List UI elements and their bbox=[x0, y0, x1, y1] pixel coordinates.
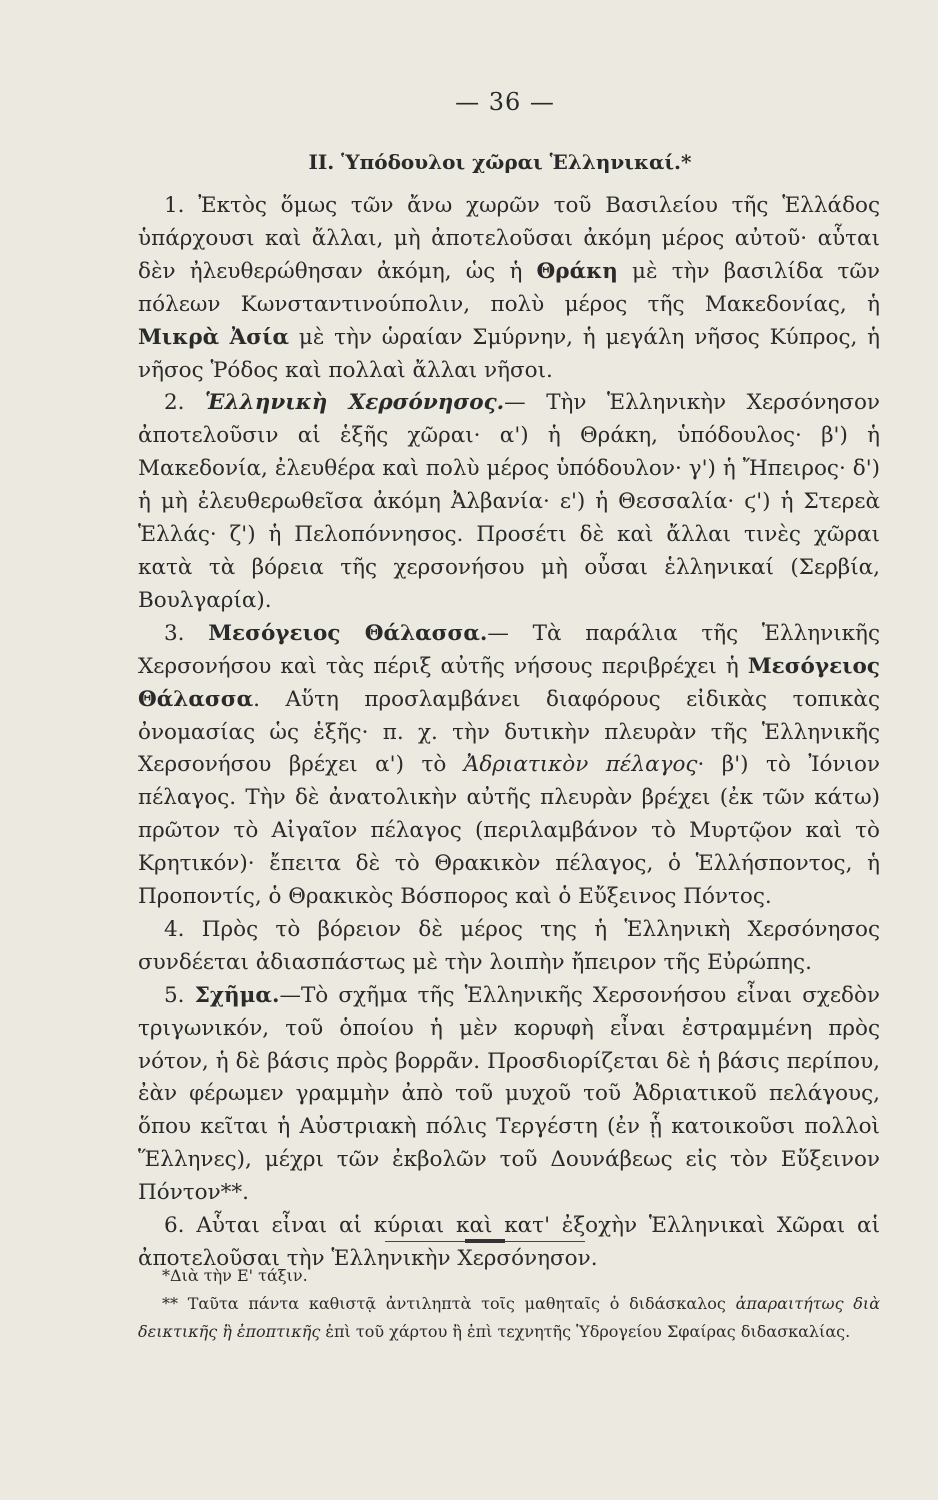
footnote-separator bbox=[385, 1237, 585, 1247]
paragraph-1 bbox=[138, 190, 880, 387]
footnote-italic: ἀπαραιτήτως διὰ δεικτικῆς ἢ ἐποπτικῆς bbox=[138, 1294, 880, 1341]
body-text bbox=[138, 190, 880, 1276]
footnote-2 bbox=[138, 1290, 880, 1346]
footnote-text: ** Ταῦτα πάντα καθιστᾷ ἀντιληπτὰ τοῖς μαθηταῖς ὁ διδάσκαλος bbox=[162, 1294, 736, 1313]
paragraph-text: 2. bbox=[164, 390, 206, 416]
footnotes bbox=[138, 1262, 880, 1346]
paragraph-text: 6. Αὗται εἶναι αἱ κύριαι καὶ κατ' ἐξοχὴν Ἑλληνικαὶ Χῶραι αἱ ἀποτελοῦσαι τὴν Ἑλληνικὴν Χερσόνησον. bbox=[138, 1213, 880, 1271]
italic-term: Ἀδριατικὸν πέλαγος bbox=[463, 752, 698, 778]
paragraph-text: — Τὰ παράλια τῆς Ἑλληνικῆς Χερσονήσου καὶ τὰς πέριξ αὐτῆς νήσους περιβρέχει ἡ bbox=[138, 620, 880, 679]
paragraph-text: — Τὴν Ἑλληνικὴν Χερσόνησον ἀποτελοῦσιν αἱ ἑξῆς χῶραι· α') ἡ Θράκη, ὑπόδουλος· β') ἡ Μακεδονία, ἐλευθέρα καὶ πολὺ μέρος ὑπόδουλον· γ') ἡ Ἤπειρος· δ') ἡ μὴ ἐλευθερωθεῖσα ἀκόμη Ἀλβανία· ε') ἡ Θεσσαλία· ϛ') ἡ Στερεὰ Ἑλλάς· ζ') ἡ Πελοπόννησος. Προσέτι δὲ καὶ ἄλλαι τινὲς χῶραι κατὰ τὰ βόρεια τῆς χερσονήσου μὴ οὖσαι ἑλληνικαί (Σερβία, Βουλγαρία). bbox=[138, 390, 880, 613]
bold-term: Ἑλληνικὴ Χερσόνησος. bbox=[205, 390, 505, 416]
paragraph-text: μὲ τὴν βασιλίδα τῶν πόλεων Κωνσταντινούπολιν, πολὺ μέρος τῆς Μακεδονίας, ἡ bbox=[138, 258, 881, 317]
bold-term: Μεσόγειος Θάλασσα. bbox=[208, 620, 488, 646]
paragraph-4 bbox=[138, 914, 880, 980]
paragraph-text: 5. bbox=[164, 982, 195, 1008]
bold-term: Μικρὰ Ἀσία bbox=[138, 324, 290, 350]
paragraph-text: 1. Ἐκτὸς ὅμως τῶν ἄνω χωρῶν τοῦ Βασιλείου τῆς Ἑλλάδος ὑπάρχουσι καὶ ἄλλαι, μὴ ἀποτελοῦσαι ἀκόμη μέρος αὐτοῦ· αὗται δὲν ἠλευθερώθησαν ἀκόμη, ὡς ἡ bbox=[138, 193, 880, 284]
bold-term: Μεσόγειος Θάλασσα bbox=[138, 653, 880, 712]
page-number: — 36 — bbox=[455, 88, 555, 116]
footnote-1: *Διὰ τὴν Ε' τάξιν. bbox=[162, 1266, 308, 1285]
footnote-text: ἐπὶ τοῦ χάρτου ἢ ἐπὶ τεχνητῆς Ὑδρογείου Σφαίρας διδασκαλίας. bbox=[320, 1322, 851, 1341]
separator-ornament bbox=[465, 1239, 505, 1243]
paragraph-2 bbox=[138, 387, 880, 617]
bold-term: Σχῆμα. bbox=[194, 982, 280, 1008]
paragraph-5 bbox=[138, 980, 880, 1210]
bold-term: Θράκη bbox=[536, 258, 618, 284]
paragraph-text: · β') τὸ Ἰόνιον πέλαγος. Τὴν δὲ ἀνατολικὴν αὐτῆς πλευρὰν βρέχει (ἐκ τῶν κάτω) πρῶτον τὸ Αἰγαῖον πέλαγος (περιλαμβάνον τὸ Μυρτῷον καὶ τὸ Κρητικόν)· ἔπειτα δὲ τὸ Θρακικὸν πέλαγος, ὁ Ἑλλήσποντος, ἡ Προποντίς, ὁ Θρακικὸς Βόσπορος καὶ ὁ Εὔξεινος Πόντος. bbox=[138, 752, 880, 910]
section-heading: II. Ὑπόδουλοι χῶραι Ἑλληνικαί.* bbox=[308, 150, 692, 174]
paragraph-text: 3. bbox=[164, 620, 209, 646]
paragraph-text: 4. Πρὸς τὸ βόρειον δὲ μέρος της ἡ Ἑλληνικὴ Χερσόνησος συνδέεται ἀδιασπάστως μὲ τὴν λοιπὴν ἤπειρον τῆς Εὐρώπης. bbox=[138, 916, 880, 975]
paragraph-text: —Τὸ σχῆμα τῆς Ἑλληνικῆς Χερσονήσου εἶναι σχεδὸν τριγωνικόν, τοῦ ὁποίου ἡ μὲν κορυφὴ εἶναι ἐστραμμένη πρὸς νότον, ἡ δὲ βάσις πρὸς βορρᾶν. Προσδιορίζεται δὲ ἡ βάσις περίπου, ἐὰν φέρωμεν γραμμὴν ἀπὸ τοῦ μυχοῦ τοῦ Ἀδριατικοῦ πελάγους, ὅπου κεῖται ἡ Αὐστριακὴ πόλις Τεργέστη (ἐν ᾗ κατοικοῦσι πολλοὶ Ἕλληνες), μέχρι τῶν ἐκβολῶν τοῦ Δουνάβεως εἰς τὸν Εὔξεινον Πόντον**. bbox=[138, 982, 881, 1206]
paragraph-text: . Αὕτη προσλαμβάνει διαφόρους εἰδικὰς τοπικὰς ὀνομασίας ὡς ἑξῆς· π. χ. τὴν δυτικὴν πλευρὰν τῆς Ἑλληνικῆς Χερσονήσου βρέχει α') τὸ bbox=[138, 686, 880, 778]
paragraph-text: μὲ τὴν ὡραίαν Σμύρνην, ἡ μεγάλη νῆσος Κύπρος, ἡ νῆσος Ῥόδος καὶ πολλαὶ ἄλλαι νῆσοι. bbox=[138, 324, 880, 383]
paragraph-3 bbox=[138, 618, 880, 914]
